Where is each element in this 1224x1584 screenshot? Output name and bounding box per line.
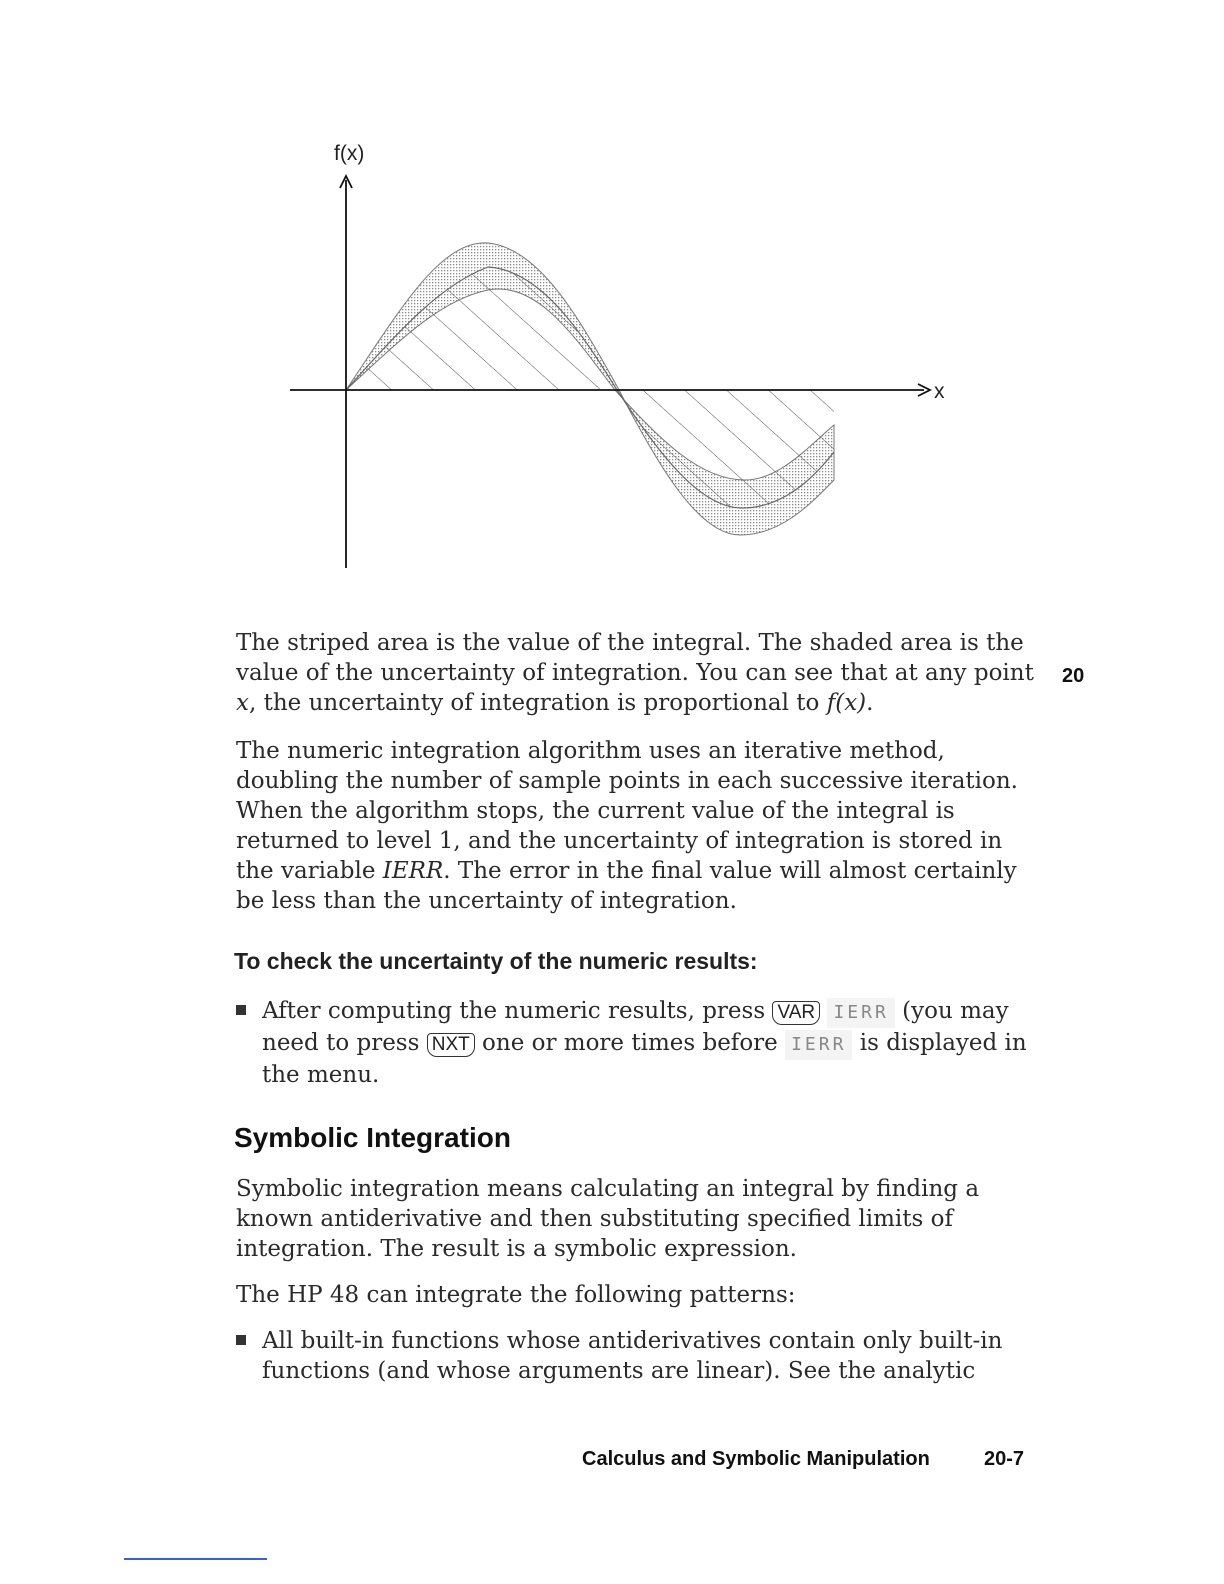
nxt-key: NXT	[427, 1033, 475, 1057]
integration-uncertainty-figure	[0, 0, 1224, 600]
patterns-paragraph: The HP 48 can integrate the following patterns:	[236, 1282, 796, 1308]
paragraph-text: , the uncertainty of integration is proportional to	[248, 690, 820, 716]
paragraph-text: The numeric integration algorithm uses an iterative method, doubling the number of sample points in each successive iteration. When the algorithm stops, the current value of the integral is returned to level 1, and the uncertainty of integration is stored in the variable	[236, 738, 1018, 884]
bullet-text-part: is displayed in the menu.	[262, 1030, 1027, 1088]
paragraph-text: The striped area is the value of the integral. The shaded area is the value of the uncertainty of integration. You can see that at any point	[236, 630, 1034, 686]
bullet-text-part: After computing the numeric results, press	[262, 998, 766, 1024]
bullet-marker	[236, 1335, 246, 1345]
paragraph-text: . The error in the final value will almost certainly be less than the uncertainty of integration.	[236, 858, 1017, 914]
variable-ierr: IERR	[382, 858, 444, 884]
footer-page-number: 20-7	[984, 1448, 1025, 1470]
var-key: VAR	[772, 1001, 820, 1025]
section-heading: Symbolic Integration	[234, 1122, 511, 1153]
paragraph-text: .	[866, 690, 874, 716]
bullet-text	[262, 996, 1036, 1090]
symbolic-paragraph: Symbolic integration means calculating an integral by finding a known antiderivative and then substituting specified limits of integration. The result is a symbolic expression.	[236, 1176, 980, 1262]
pattern-bullet	[236, 1326, 1036, 1386]
striped-area-paragraph	[236, 628, 1036, 718]
ierr-menu-key: IERR	[785, 1030, 852, 1060]
y-axis-label: f(x)	[334, 142, 365, 165]
x-axis-label: x	[934, 380, 945, 403]
bullet-marker	[236, 1005, 246, 1015]
bullet-text-part: (you may need to press	[262, 998, 1009, 1056]
chapter-thumb-tab: 20	[1062, 665, 1085, 687]
bullet-text: All built-in functions whose antiderivatives contain only built-in functions (and whose arguments are linear). See the analytic	[262, 1328, 1003, 1384]
ierr-menu-key: IERR	[827, 998, 894, 1028]
math-fx: f(x)	[826, 690, 867, 716]
bullet-text-part: one or more times before	[482, 1030, 778, 1056]
math-x: x	[236, 690, 249, 716]
algorithm-paragraph	[236, 736, 1036, 916]
footer-chapter-title: Calculus and Symbolic Manipulation	[582, 1448, 930, 1470]
procedure-heading: To check the uncertainty of the numeric results:	[234, 948, 758, 974]
page-edge-rule	[124, 1558, 267, 1560]
check-bullet	[236, 996, 1036, 1090]
